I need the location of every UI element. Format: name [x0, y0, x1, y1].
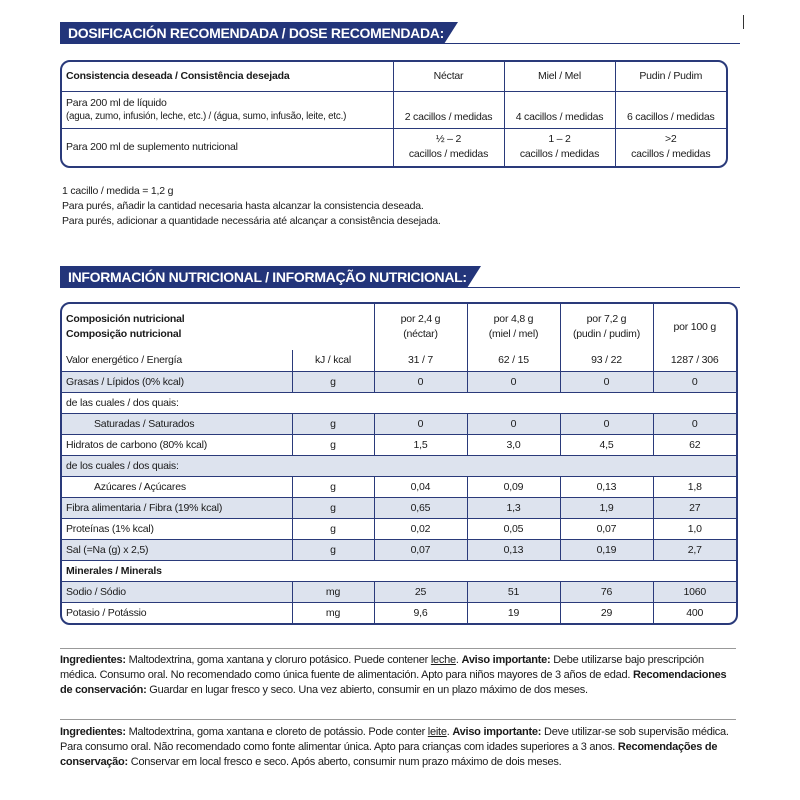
nutrient-value: 4,5 — [560, 434, 653, 455]
nutrient-unit: g — [292, 476, 374, 497]
nutrient-unit: g — [292, 518, 374, 539]
nutrient-value: 25 — [374, 581, 467, 602]
nutrition-row — [62, 497, 736, 518]
nutrition-table — [60, 302, 738, 625]
nutrient-value: 0,07 — [560, 518, 653, 539]
supp-nectar-unit: cacillos / medidas — [408, 148, 489, 161]
nutrient-value: 9,6 — [374, 602, 467, 623]
nutrient-value: 76 — [560, 581, 653, 602]
dosage-row-supplement — [62, 128, 726, 166]
nutrient-value: 0,07 — [374, 539, 467, 560]
nutrient-value: 0,65 — [374, 497, 467, 518]
nutrient-value: 0 — [467, 371, 560, 392]
warning-pt-text: Deve utilizar-se sob supervisão médica. Para consumo oral. Não recomendado como fonte alimentar única. Apto para crianças com idades superiores a 3 anos. — [60, 726, 729, 753]
nutrient-label: Hidratos de carbono (80% kcal) — [62, 434, 292, 455]
nutrient-unit: g — [292, 497, 374, 518]
nutrient-value: 0,13 — [560, 476, 653, 497]
nutrition-col-honey — [467, 304, 560, 350]
nutrient-unit: g — [292, 434, 374, 455]
nutrition-header-label — [62, 304, 374, 350]
nutrient-value: 0 — [653, 371, 736, 392]
nutrient-value: 1060 — [653, 581, 736, 602]
dosage-header-row — [62, 62, 726, 91]
col-pudding-label: (pudin / pudim) — [572, 328, 641, 340]
supp-nectar-amount: ½ – 2 — [435, 133, 462, 146]
nutrient-value: 0 — [374, 371, 467, 392]
nutrition-header-row — [62, 304, 736, 350]
nutrient-label: Fibra alimentaria / Fibra (19% kcal) — [62, 497, 292, 518]
warning-es-text: Debe utilizarse bajo prescripción médica. Consumo oral. No recomendado como única fuente de alimentación. Apto para niños mayores de 3 años de edad. — [60, 654, 704, 681]
nutrient-value: 1,8 — [653, 476, 736, 497]
nutrient-value: 51 — [467, 581, 560, 602]
dosage-supp-honey — [504, 128, 615, 166]
nutrient-label: de los cuales / dos quais: — [62, 455, 736, 476]
nutrition-row — [62, 602, 736, 623]
nutrient-unit: g — [292, 371, 374, 392]
dosage-header-nectar: Néctar — [393, 62, 504, 91]
storage-pt-label: Recomendações de conservação: — [60, 741, 718, 768]
nutrition-header-pt: Composição nutricional — [66, 328, 182, 340]
supp-pudding-unit: cacillos / medidas — [631, 148, 711, 161]
dosage-title-rule — [60, 43, 740, 44]
dosage-notes — [62, 184, 441, 229]
nutrition-row — [62, 539, 736, 560]
nutrient-value: 93 / 22 — [560, 350, 653, 371]
ingredients-es-sep: . — [455, 654, 462, 666]
nutrient-unit: mg — [292, 581, 374, 602]
dosage-row-supplement-label: Para 200 ml de suplemento nutricional — [62, 128, 393, 166]
nutrient-value: 3,0 — [467, 434, 560, 455]
nutrient-value: 1,0 — [653, 518, 736, 539]
ingredients-pt — [60, 725, 736, 770]
nutrient-value: 29 — [560, 602, 653, 623]
nutrient-unit: kJ / kcal — [292, 350, 374, 371]
nutrition-row — [62, 581, 736, 602]
nutrient-label: Saturadas / Saturados — [62, 413, 292, 434]
nutrient-unit: mg — [292, 602, 374, 623]
supp-honey-amount: 1 – 2 — [548, 133, 571, 146]
nutrition-row — [62, 413, 736, 434]
nutrition-row — [62, 350, 736, 371]
dosage-liquid-nectar: 2 cacillos / medidas — [393, 91, 504, 128]
ingredients-pt-text: Maltodextrina, goma xantana e cloreto de potássio. Pode conter — [125, 726, 428, 738]
nutrient-value: 19 — [467, 602, 560, 623]
ingredients-es-text: Maltodextrina, goma xantana y cloruro potásico. Puede contener — [125, 654, 431, 666]
nutrition-row — [62, 476, 736, 497]
nutrient-value: 62 — [653, 434, 736, 455]
dosage-liquid-honey: 4 cacillos / medidas — [504, 91, 615, 128]
supp-pudding-amount: >2 — [664, 133, 677, 146]
nutrient-label: Sal (=Na (g) x 2,5) — [62, 539, 292, 560]
nutrition-header-es: Composición nutricional — [66, 313, 185, 325]
ingredients-divider-top — [60, 648, 736, 649]
nutrient-value: 0,13 — [467, 539, 560, 560]
dosage-header-consistency: Consistencia deseada / Consistência desejada — [62, 62, 393, 91]
nutrient-value: 1,5 — [374, 434, 467, 455]
dosage-row-liquid-label — [62, 91, 393, 128]
nutrient-value: 0 — [560, 371, 653, 392]
allergen-es: leche — [430, 654, 456, 666]
nutrient-value: 0,02 — [374, 518, 467, 539]
nutrition-row — [62, 518, 736, 539]
nutrition-row — [62, 455, 736, 476]
dosage-section-title: DOSIFICACIÓN RECOMENDADA / DOSE RECOMENDADA: — [60, 22, 444, 44]
nutrient-unit: g — [292, 539, 374, 560]
nutrient-value: 31 / 7 — [374, 350, 467, 371]
warning-pt-label: Aviso importante: — [452, 726, 542, 738]
nutrition-section-title: INFORMACIÓN NUTRICIONAL / INFORMAÇÃO NUTRICIONAL: — [60, 266, 467, 288]
nutrient-value: 0,09 — [467, 476, 560, 497]
nutrient-value: 0 — [653, 413, 736, 434]
nutrition-col-pudding — [560, 304, 653, 350]
allergen-pt: leite — [427, 726, 447, 738]
nutrient-label: Sodio / Sódio — [62, 581, 292, 602]
nutrient-label: Potasio / Potássio — [62, 602, 292, 623]
dosage-liquid-pudding: 6 cacillos / medidas — [615, 91, 726, 128]
nutrient-label: de las cuales / dos quais: — [62, 392, 736, 413]
ingredients-es — [60, 653, 736, 698]
dosage-table — [60, 60, 728, 168]
nutrient-unit: g — [292, 413, 374, 434]
col-nectar-portion: por 2,4 g — [400, 313, 441, 325]
col-honey-label: (miel / mel) — [488, 328, 539, 340]
nutrition-col-100g: por 100 g — [673, 321, 717, 333]
nutrient-value: 0,05 — [467, 518, 560, 539]
nutrient-value: 0 — [560, 413, 653, 434]
ingredients-divider-mid — [60, 719, 736, 720]
nutrient-value: 400 — [686, 606, 704, 619]
storage-pt-text: Conservar em local fresco e seco. Após aberto, consumir num prazo máximo de dois meses. — [127, 756, 562, 768]
puree-note-es: Para purés, añadir la cantidad necesaria hasta alcanzar la consistencia deseada. — [62, 200, 424, 212]
nutrient-value: 0,19 — [560, 539, 653, 560]
puree-note-pt: Para purés, adicionar a quantidade necessária até alcançar a consistência desejada. — [62, 215, 441, 227]
nutrition-row — [62, 371, 736, 392]
nutrient-label: Valor energético / Energía — [62, 350, 292, 371]
supp-honey-unit: cacillos / medidas — [519, 148, 600, 161]
storage-es-text: Guardar en lugar fresco y seco. Una vez abierto, consumir en un plazo máximo de dos meses. — [146, 684, 588, 696]
dosage-supp-nectar — [393, 128, 504, 166]
nutrition-title-rule — [60, 287, 740, 288]
dosage-header-honey: Miel / Mel — [504, 62, 615, 91]
nutrient-value: 27 — [653, 497, 736, 518]
nutrient-value: 0 — [374, 413, 467, 434]
dosage-header-pudding: Pudin / Pudim — [615, 62, 726, 91]
nutrient-label: Minerales / Minerals — [62, 560, 736, 581]
col-nectar-label: (néctar) — [403, 328, 438, 340]
scoop-weight-note: 1 cacillo / medida = 1,2 g — [62, 185, 174, 197]
nutrient-label: Proteínas (1% kcal) — [62, 518, 292, 539]
col-honey-portion: por 4,8 g — [493, 313, 534, 325]
ingredients-es-label: Ingredientes: — [60, 654, 126, 666]
storage-es-label: Recomendaciones de conservación: — [60, 669, 727, 696]
nutrient-value: 0 — [467, 413, 560, 434]
liquid-label-line1: Para 200 ml de líquido — [66, 96, 167, 109]
dosage-row-liquid — [62, 91, 726, 128]
nutrient-value: 62 / 15 — [467, 350, 560, 371]
dosage-supp-pudding — [615, 128, 726, 166]
nutrient-value: 1,9 — [560, 497, 653, 518]
nutrient-value: 0,04 — [374, 476, 467, 497]
nutrient-value: 2,7 — [653, 539, 736, 560]
liquid-label-line2: (agua, zumo, infusión, leche, etc.) / (água, sumo, infusão, leite, etc.) — [66, 110, 347, 122]
nutrient-value: 1,3 — [467, 497, 560, 518]
ingredients-pt-sep: . — [446, 726, 453, 738]
nutrient-value: 1287 / 306 — [653, 350, 736, 371]
nutrition-row — [62, 434, 736, 455]
nutrition-row — [62, 560, 736, 581]
edge-line — [743, 15, 744, 29]
nutrient-label: Azúcares / Açúcares — [62, 476, 292, 497]
col-pudding-portion: por 7,2 g — [586, 313, 627, 325]
nutrient-label: Grasas / Lípidos (0% kcal) — [62, 371, 292, 392]
nutrition-row — [62, 392, 736, 413]
ingredients-pt-label: Ingredientes: — [60, 726, 126, 738]
warning-es-label: Aviso importante: — [461, 654, 551, 666]
nutrition-col-nectar — [374, 304, 467, 350]
